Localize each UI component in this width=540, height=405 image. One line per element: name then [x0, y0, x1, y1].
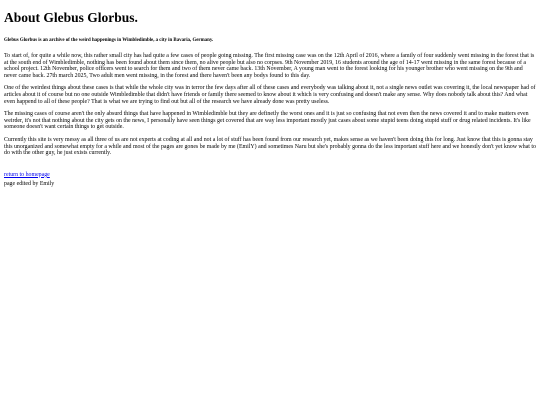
page-title: About Glebus Glorbus. [4, 10, 138, 25]
page-content [0, 0, 540, 187]
site-status-paragraph: Currently this site is very messy as all three of us are not experts at coding at all and not a lot of stuff has been found from our research yet, makes sense as we haven't been doing this for long. Just know that this is gonna stay this unorganized and somewhat empty for a while and most of the pages are gones be made by me (EmilY) and sometimes Naru but she's probably gonna do the less important stuff here and we honestly don't yet know what to do with the other guy, he just exists currently. [4, 136, 536, 157]
other-happenings-paragraph: The missing cases of course aren't the only absurd things that have happened in Wimbledimble but they are definetly the worst ones and it is just so confusing that not even then the news covered it and to make matters even weirder, it's not that nothing about the city gets on the news, I personally have seen things get covered that are way less important mostly just cases about some stupid teens doing stupid stuff or drug related incidents. It's like someone doesn't want certain things to get outside. [4, 111, 531, 131]
page-editor-note: page edited by Emily [4, 180, 55, 187]
page-subtitle: Glebus Glorbus is an archive of the weird happenings in Wimbledimble, a city in Bavaria, Germany. [4, 38, 214, 43]
return-to-homepage-link[interactable]: return to homepage [4, 171, 50, 178]
news-coverage-paragraph: One of the weirdest things about these cases is that while the whole city was in terror the few days after all of these cases and everybody was talking about it, not a single news outlet was covering it, the local newspaper had of articles about it of course but no one outside Wimbledimble that didn't have friends or family there seemed to know about it which is very confusing and doesn't make any sense. Why does nobody talk about this? And what even happend to all of these people? That is what we are trying to find out but all of the research we have already done was pretty useless. [4, 85, 536, 105]
intro-paragraph: To start of, for quite a while now, this rather small city has had quite a few cases of people going missing. The first missing case was on the 12th April of 2016, where a family of four suddenly went missing in the forest that is at the south end of Wimbledimble, nothing has been found about them since them, no alive people but also no corpses. 9th November 2019, 16 students around the age of 14-17 went missing in the same forest because of a school project. 12th November, police officers went to search for them and two of them never came back. 13th November, A young man went to the forest looking for his younger brother who went missing on the 9th and never came back. 27th march 2025, Two adult men went missing, in the forest and there haven't been any bodys found to this day. [4, 53, 535, 79]
